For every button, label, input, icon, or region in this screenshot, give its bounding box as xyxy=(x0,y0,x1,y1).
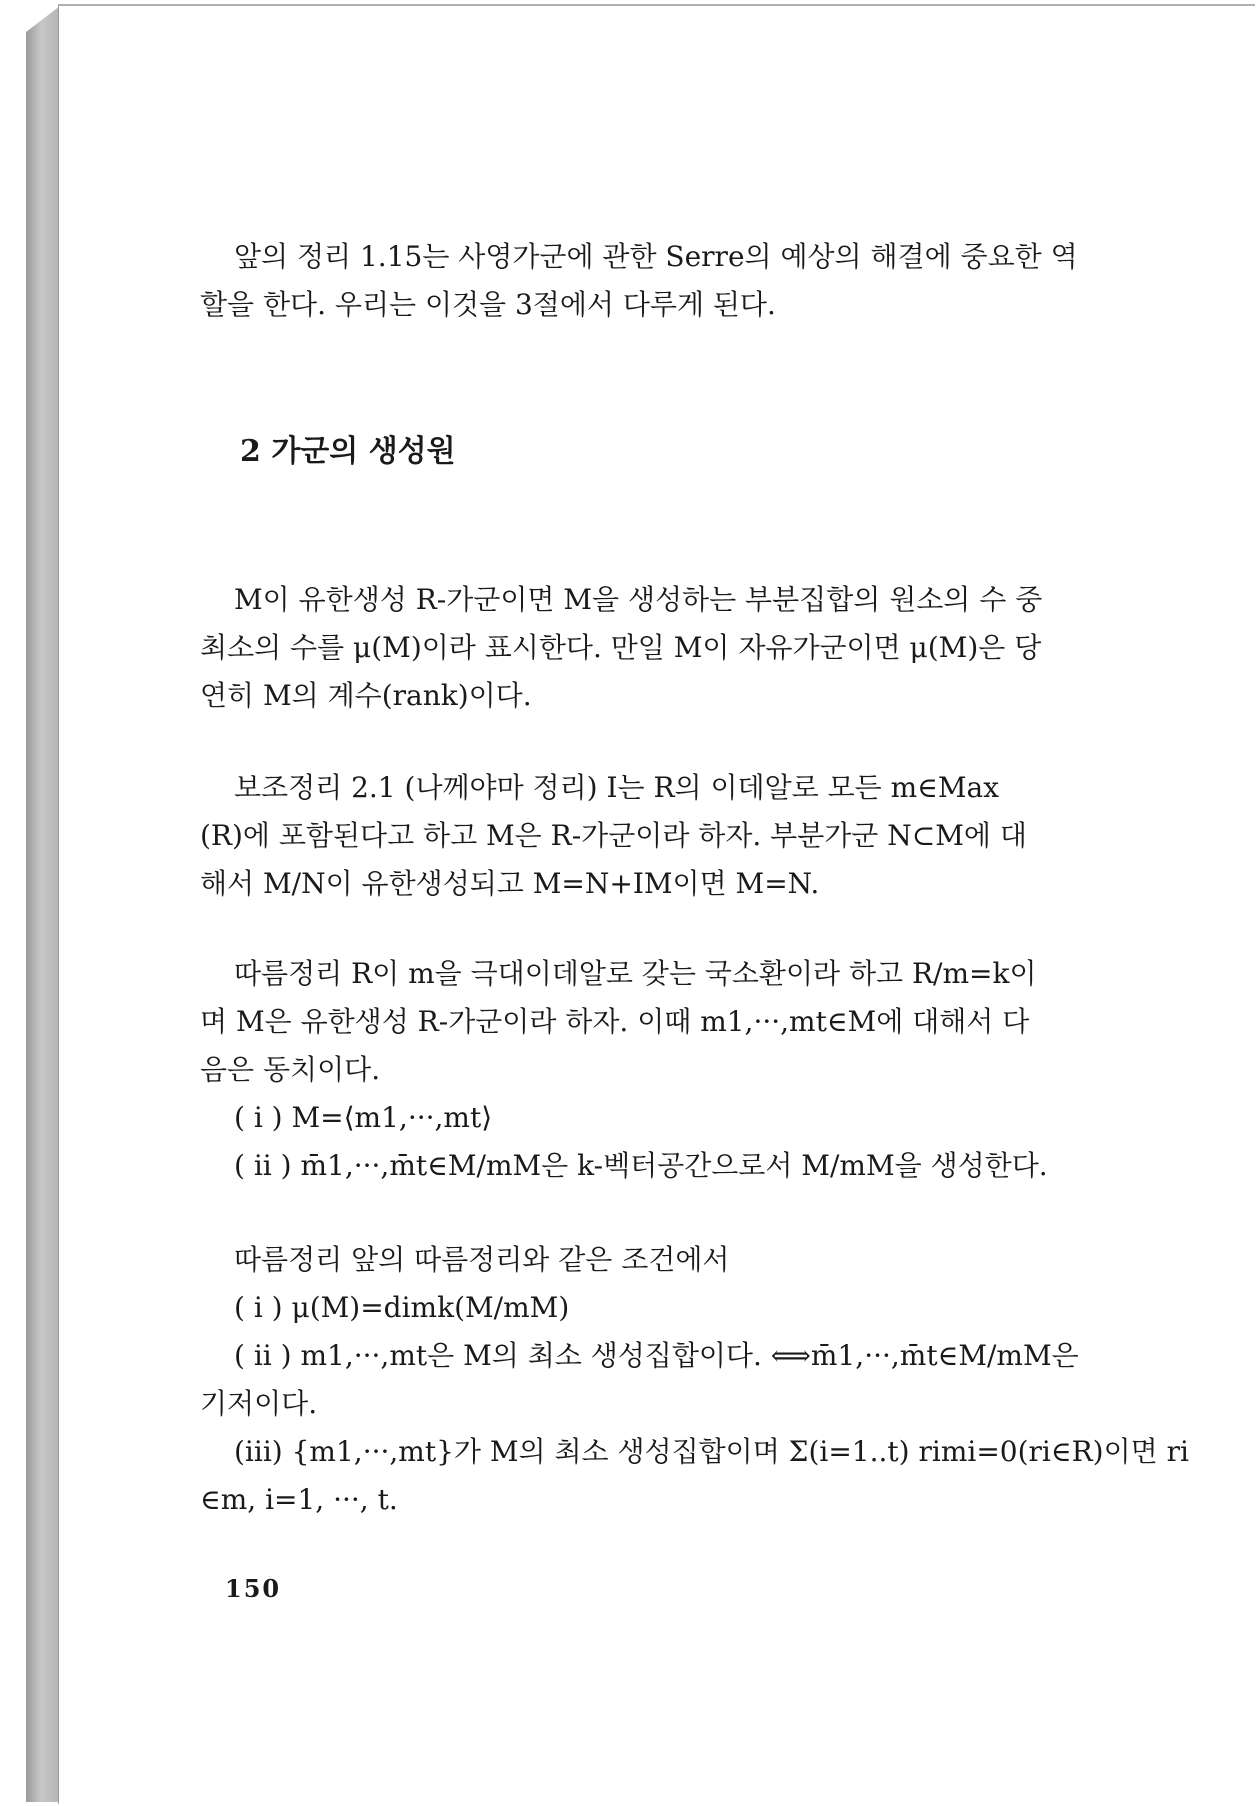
corollary2-item-ii: ( ii ) m1,···,mt은 M의 최소 생성집합이다. ⟺m̄1,···,m̄t∈M/mM은 xyxy=(234,1339,1079,1372)
mu-definition-paragraph xyxy=(200,576,1120,720)
lemma-line-1: 보조정리 2.1 (나께야마 정리) I는 R의 이데알로 모든 m∈Max xyxy=(234,771,1000,804)
corollary2-item-iii-cont: ∈m, i=1, ···, t. xyxy=(200,1483,398,1516)
corollary1-item-ii: ( ii ) m̄1,···,m̄t∈M/mM은 k-벡터공간으로서 M/mM을 생성한다. xyxy=(234,1149,1048,1182)
corollary1-line-2: 며 M은 유한생성 R-가군이라 하자. 이때 m1,···,mt∈M에 대해서 다 xyxy=(200,1005,1030,1038)
corollary-1 xyxy=(200,950,1120,1190)
corollary1-item-i: ( i ) M=⟨m1,···,mt⟩ xyxy=(234,1101,493,1134)
page-number: 150 xyxy=(225,1574,282,1603)
mu-line-1: M이 유한생성 R-가군이면 M을 생성하는 부분집합의 원소의 수 중 xyxy=(234,583,1043,616)
corollary1-line-1: 따름정리 R이 m을 극대이데알로 갖는 국소환이라 하고 R/m=k이 xyxy=(234,957,1037,990)
lemma-line-3: 해서 M/N이 유한생성되고 M=N+IM이면 M=N. xyxy=(200,867,820,900)
corollary2-item-iii: (iii) {m1,···,mt}가 M의 최소 생성집합이며 Σ(i=1..t) rimi=0(ri∈R)이면 ri xyxy=(234,1435,1189,1468)
intro-paragraph xyxy=(200,233,1120,329)
intro-line-1: 앞의 정리 1.15는 사영가군에 관한 Serre의 예상의 해결에 중요한 역 xyxy=(234,240,1078,273)
corollary-2 xyxy=(200,1236,1189,1524)
book-spine xyxy=(26,6,60,1802)
lemma-line-2: (R)에 포함된다고 하고 M은 R-가군이라 하자. 부분가군 N⊂M에 대 xyxy=(200,819,1027,852)
mu-line-3: 연히 M의 계수(rank)이다. xyxy=(200,679,532,712)
mu-line-2: 최소의 수를 μ(M)이라 표시한다. 만일 M이 자유가군이면 μ(M)은 당 xyxy=(200,631,1042,664)
corollary2-line-1: 따름정리 앞의 따름정리와 같은 조건에서 xyxy=(234,1243,730,1276)
corollary2-item-i: ( i ) μ(M)=dimk(M/mM) xyxy=(234,1291,570,1324)
corollary2-item-ii-cont: 기저이다. xyxy=(200,1387,318,1420)
intro-line-2: 할을 한다. 우리는 이것을 3절에서 다루게 된다. xyxy=(200,288,776,321)
section-heading: 2 가군의 생성원 xyxy=(240,434,456,469)
lemma-2-1 xyxy=(200,764,1120,908)
corollary1-line-3: 음은 동치이다. xyxy=(200,1053,381,1086)
